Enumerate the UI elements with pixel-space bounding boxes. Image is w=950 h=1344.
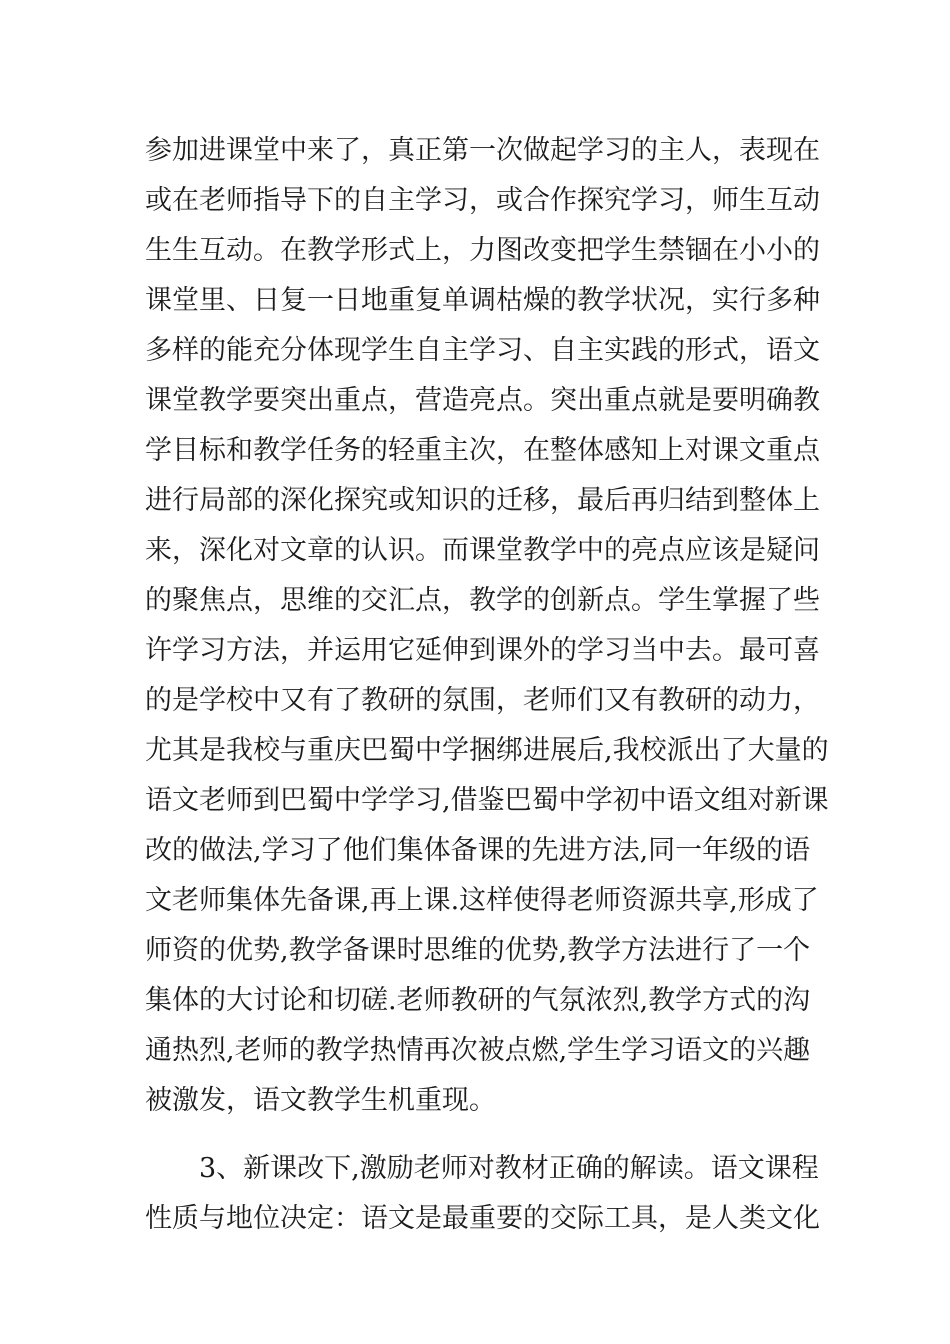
text-line: 尤其是我校与重庆巴蜀中学捆绑进展后,我校派出了大量的: [145, 735, 829, 766]
text-line: 来，深化对文章的认识。而课堂教学中的亮点应该是疑问: [145, 535, 820, 566]
text-line: 学目标和教学任务的轻重主次，在整体感知上对课文重点: [145, 435, 820, 466]
text-line: 课堂教学要突出重点，营造亮点。突出重点就是要明确教: [145, 385, 820, 416]
text-line: 多样的能充分体现学生自主学习、自主实践的形式，语文: [145, 335, 820, 366]
text-line: 许学习方法，并运用它延伸到课外的学习当中去。最可喜: [145, 635, 820, 666]
text-line: 被激发，语文教学生机重现。: [145, 1085, 496, 1116]
text-line: 语文老师到巴蜀中学学习,借鉴巴蜀中学初中语文组对新课: [145, 785, 829, 816]
text-line: 性质与地位决定：语文是最重要的交际工具，是人类文化: [145, 1203, 820, 1234]
text-line: 文老师集体先备课,再上课.这样使得老师资源共享,形成了: [145, 885, 819, 916]
body-text: [145, 126, 829, 1244]
text-line: 进行局部的深化探究或知识的迁移，最后再归结到整体上: [145, 485, 820, 516]
text-line: 的是学校中又有了教研的氛围，老师们又有教研的动力，: [145, 685, 820, 716]
text-line: 集体的大讨论和切磋.老师教研的气氛浓烈,教学方式的沟: [145, 985, 811, 1016]
text-line: 的聚焦点，思维的交汇点，教学的创新点。学生掌握了些: [145, 585, 820, 616]
text-line: 生生互动。在教学形式上，力图改变把学生禁锢在小小的: [145, 235, 820, 266]
text-line: 通热烈,老师的教学热情再次被点燃,学生学习语文的兴趣: [145, 1035, 811, 1066]
text-line: 师资的优势,教学备课时思维的优势,教学方法进行了一个: [145, 935, 811, 966]
text-line: 参加进课堂中来了，真正第一次做起学习的主人，表现在: [145, 135, 820, 166]
text-line: 3、新课改下,激励老师对教材正确的解读。语文课程: [145, 1153, 819, 1184]
text-line: 课堂里、日复一日地重复单调枯燥的教学状况，实行多种: [145, 285, 820, 316]
text-line: 改的做法,学习了他们集体备课的先进方法,同一年级的语: [145, 835, 811, 866]
text-line: 或在老师指导下的自主学习，或合作探究学习，师生互动: [145, 185, 820, 216]
